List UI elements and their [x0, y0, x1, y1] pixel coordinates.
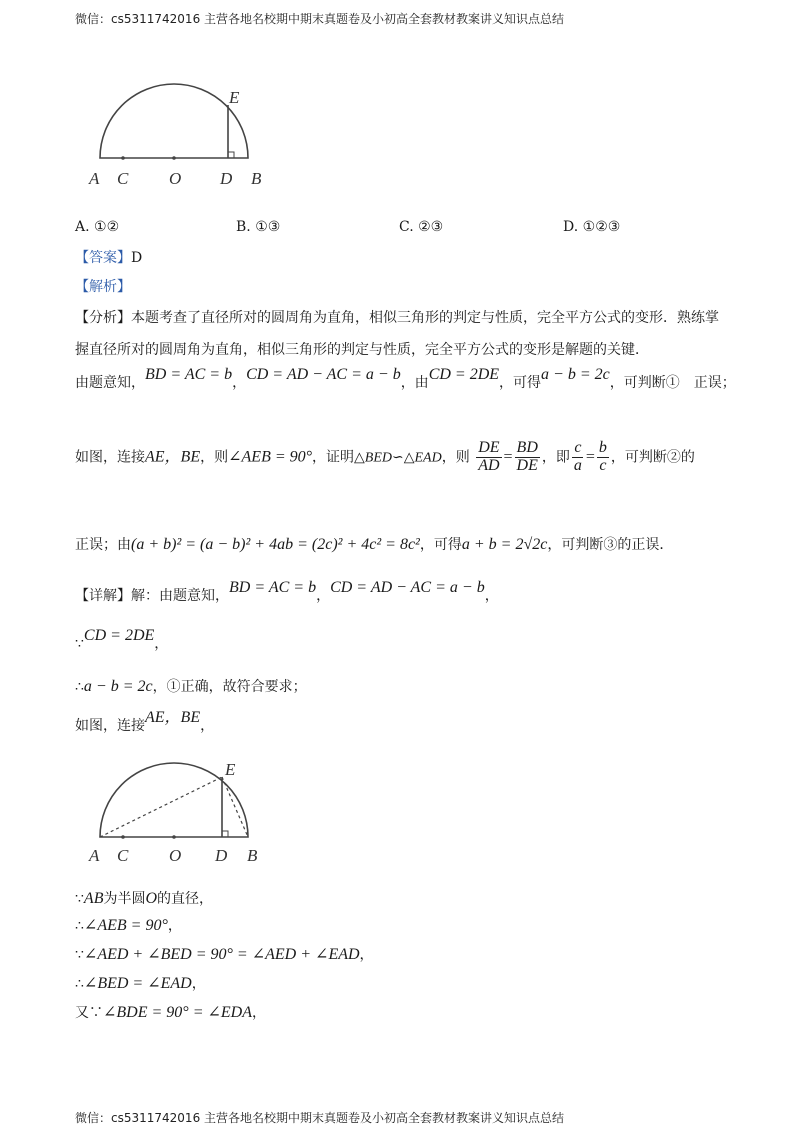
fraction-denominator: AD [478, 456, 500, 474]
option-d-key: D. [563, 219, 579, 235]
label-C: C [117, 846, 129, 865]
label-C: C [117, 169, 129, 188]
answer-value: D [131, 250, 143, 266]
because-symbol: ∵ [75, 636, 84, 652]
text: ， [252, 1005, 267, 1021]
math-expr: ∠BDE = 90° = ∠EDA [103, 1004, 253, 1021]
answer-line [75, 247, 142, 267]
step-8 [75, 1002, 266, 1022]
text: ， [359, 947, 374, 963]
fraction-c-a [572, 440, 584, 475]
detail-tag: 【详解】 [75, 588, 131, 604]
label-B: B [247, 846, 258, 865]
analysis-line-1 [75, 307, 719, 327]
math-expr: AB [83, 890, 104, 907]
math-expr: BD = AC = b [229, 579, 317, 596]
fraction-numerator: BD [516, 439, 538, 456]
text: ，可判断②的 [610, 449, 695, 466]
math-expr: AE，BE [145, 448, 201, 466]
option-c [399, 219, 443, 235]
text: ， [167, 918, 182, 934]
step-3 [75, 709, 215, 735]
label-E: E [225, 760, 236, 779]
page-header: 微信：cs5311742016 主营各地名校期中期末真题卷及小初高全套教材教案讲义知识点总结 [75, 12, 565, 26]
option-d [563, 219, 620, 235]
option-b [236, 219, 280, 235]
label-B: B [251, 169, 262, 188]
math-expr: CD = 2DE [83, 627, 155, 644]
math-expr: ∠AED + ∠BED = 90° = ∠AED + ∠EAD [83, 946, 360, 963]
because-symbol: ∵ [75, 947, 84, 963]
analysis-line-3 [75, 366, 736, 392]
text: 由题意知， [75, 375, 145, 391]
math-expr: BD = AC = b [145, 366, 233, 383]
option-b-value: ①③ [255, 219, 281, 235]
equals-sign: = [503, 448, 513, 466]
math-expr: CD = 2DE [428, 366, 500, 383]
step-6 [75, 944, 374, 964]
label-D: D [220, 169, 233, 188]
text: 如图，连接 [75, 449, 145, 466]
text: 的直径， [157, 891, 214, 907]
step-4 [75, 888, 213, 908]
therefore-symbol: ∴ [75, 918, 84, 934]
because-symbol: ∵ [75, 891, 84, 907]
math-expr: ∠BED = ∠EAD [83, 975, 192, 992]
fenxi-tag: 【分析】 [75, 310, 131, 326]
text: ，可得 [499, 375, 542, 391]
label-D: D [215, 846, 228, 865]
fraction-bd-de [515, 440, 540, 475]
text: ， [154, 636, 169, 652]
fraction-numerator: DE [478, 439, 500, 456]
text: ，证明 [312, 449, 355, 466]
math-expr: a + b = 2√2c [461, 536, 548, 553]
fraction-numerator: b [598, 439, 607, 456]
fraction-numerator: c [574, 439, 582, 456]
text: ，可得 [419, 537, 462, 553]
fraction-b-c [597, 440, 609, 475]
step-5 [75, 915, 182, 935]
label-A: A [89, 169, 100, 188]
fraction-de-ad [476, 440, 501, 475]
math-expr: △BED∽△EAD [354, 450, 442, 466]
therefore-symbol: ∴ [75, 679, 84, 695]
step-2 [75, 676, 307, 696]
math-expr: O [145, 890, 158, 907]
text: 如图，连接 [75, 718, 145, 734]
step-1 [75, 627, 169, 653]
fenxi-text-1: 本题考查了直径所对的圆周角为直角，相似三角形的判定与性质，完全平方公式的变形．熟练掌 [131, 310, 719, 326]
text: ， [232, 375, 247, 391]
label-O: O [169, 846, 182, 865]
text: ， [316, 588, 331, 604]
text: ，则 [441, 449, 470, 466]
math-expr: ∠AEB = 90° [228, 448, 313, 466]
label-A: A [89, 846, 100, 865]
text: ，可判断① 正误； [609, 375, 736, 391]
option-c-key: C. [399, 219, 414, 235]
text: ， [191, 976, 206, 992]
because-symbol: 又∵ [75, 1005, 103, 1021]
text: 解：由题意知， [131, 588, 229, 604]
option-a-key: A. [75, 219, 90, 235]
label-E: E [229, 88, 240, 107]
equals-sign: = [585, 448, 595, 466]
analysis-line-2: 握直径所对的圆周角为直角，相似三角形的判定与性质，完全平方公式的变形是解题的关键． [75, 342, 649, 358]
therefore-symbol: ∴ [75, 976, 84, 992]
text: 为半圆 [103, 891, 146, 907]
option-a [75, 219, 119, 235]
fraction-denominator: a [573, 456, 582, 474]
text: ，可判断③的正误． [547, 537, 674, 553]
text: ， [484, 588, 499, 604]
math-expr: CD = AD − AC = a − b [330, 579, 485, 596]
math-expr: ∠AEB = 90° [83, 917, 168, 934]
semicircle-figure-1 [85, 80, 285, 195]
option-c-value: ②③ [418, 219, 444, 235]
math-expr: CD = AD − AC = a − b [246, 366, 401, 383]
answer-tag: 【答案】 [75, 250, 131, 266]
text: ，由 [400, 375, 429, 391]
math-expr: a − b = 2c [541, 366, 610, 383]
semicircle-figure-2 [85, 755, 285, 870]
text: ，则 [200, 449, 229, 466]
text: ，①正确，故符合要求； [152, 679, 307, 695]
math-expr: a − b = 2c [83, 678, 153, 695]
math-expr: (a + b)² = (a − b)² + 4ab = (2c)² + 4c² = 8c² [131, 536, 420, 553]
fraction-denominator: c [599, 456, 607, 474]
text: ， [200, 718, 215, 734]
analysis-line-4 [75, 440, 695, 475]
page-footer: 微信：cs5311742016 主营各地名校期中期末真题卷及小初高全套教材教案讲义知识点总结 [75, 1111, 565, 1125]
analysis-tag: 【解析】 [75, 279, 131, 295]
option-a-value: ①② [94, 219, 120, 235]
text: ，即 [541, 449, 570, 466]
analysis-line-5 [75, 534, 673, 554]
option-b-key: B. [236, 219, 251, 235]
text: 正误；由 [75, 537, 131, 553]
math-expr: AE，BE [145, 709, 201, 726]
label-O: O [169, 169, 182, 188]
step-7 [75, 973, 206, 993]
option-d-value: ①②③ [582, 219, 621, 235]
detail-line [75, 579, 499, 605]
fraction-denominator: DE [516, 456, 538, 474]
